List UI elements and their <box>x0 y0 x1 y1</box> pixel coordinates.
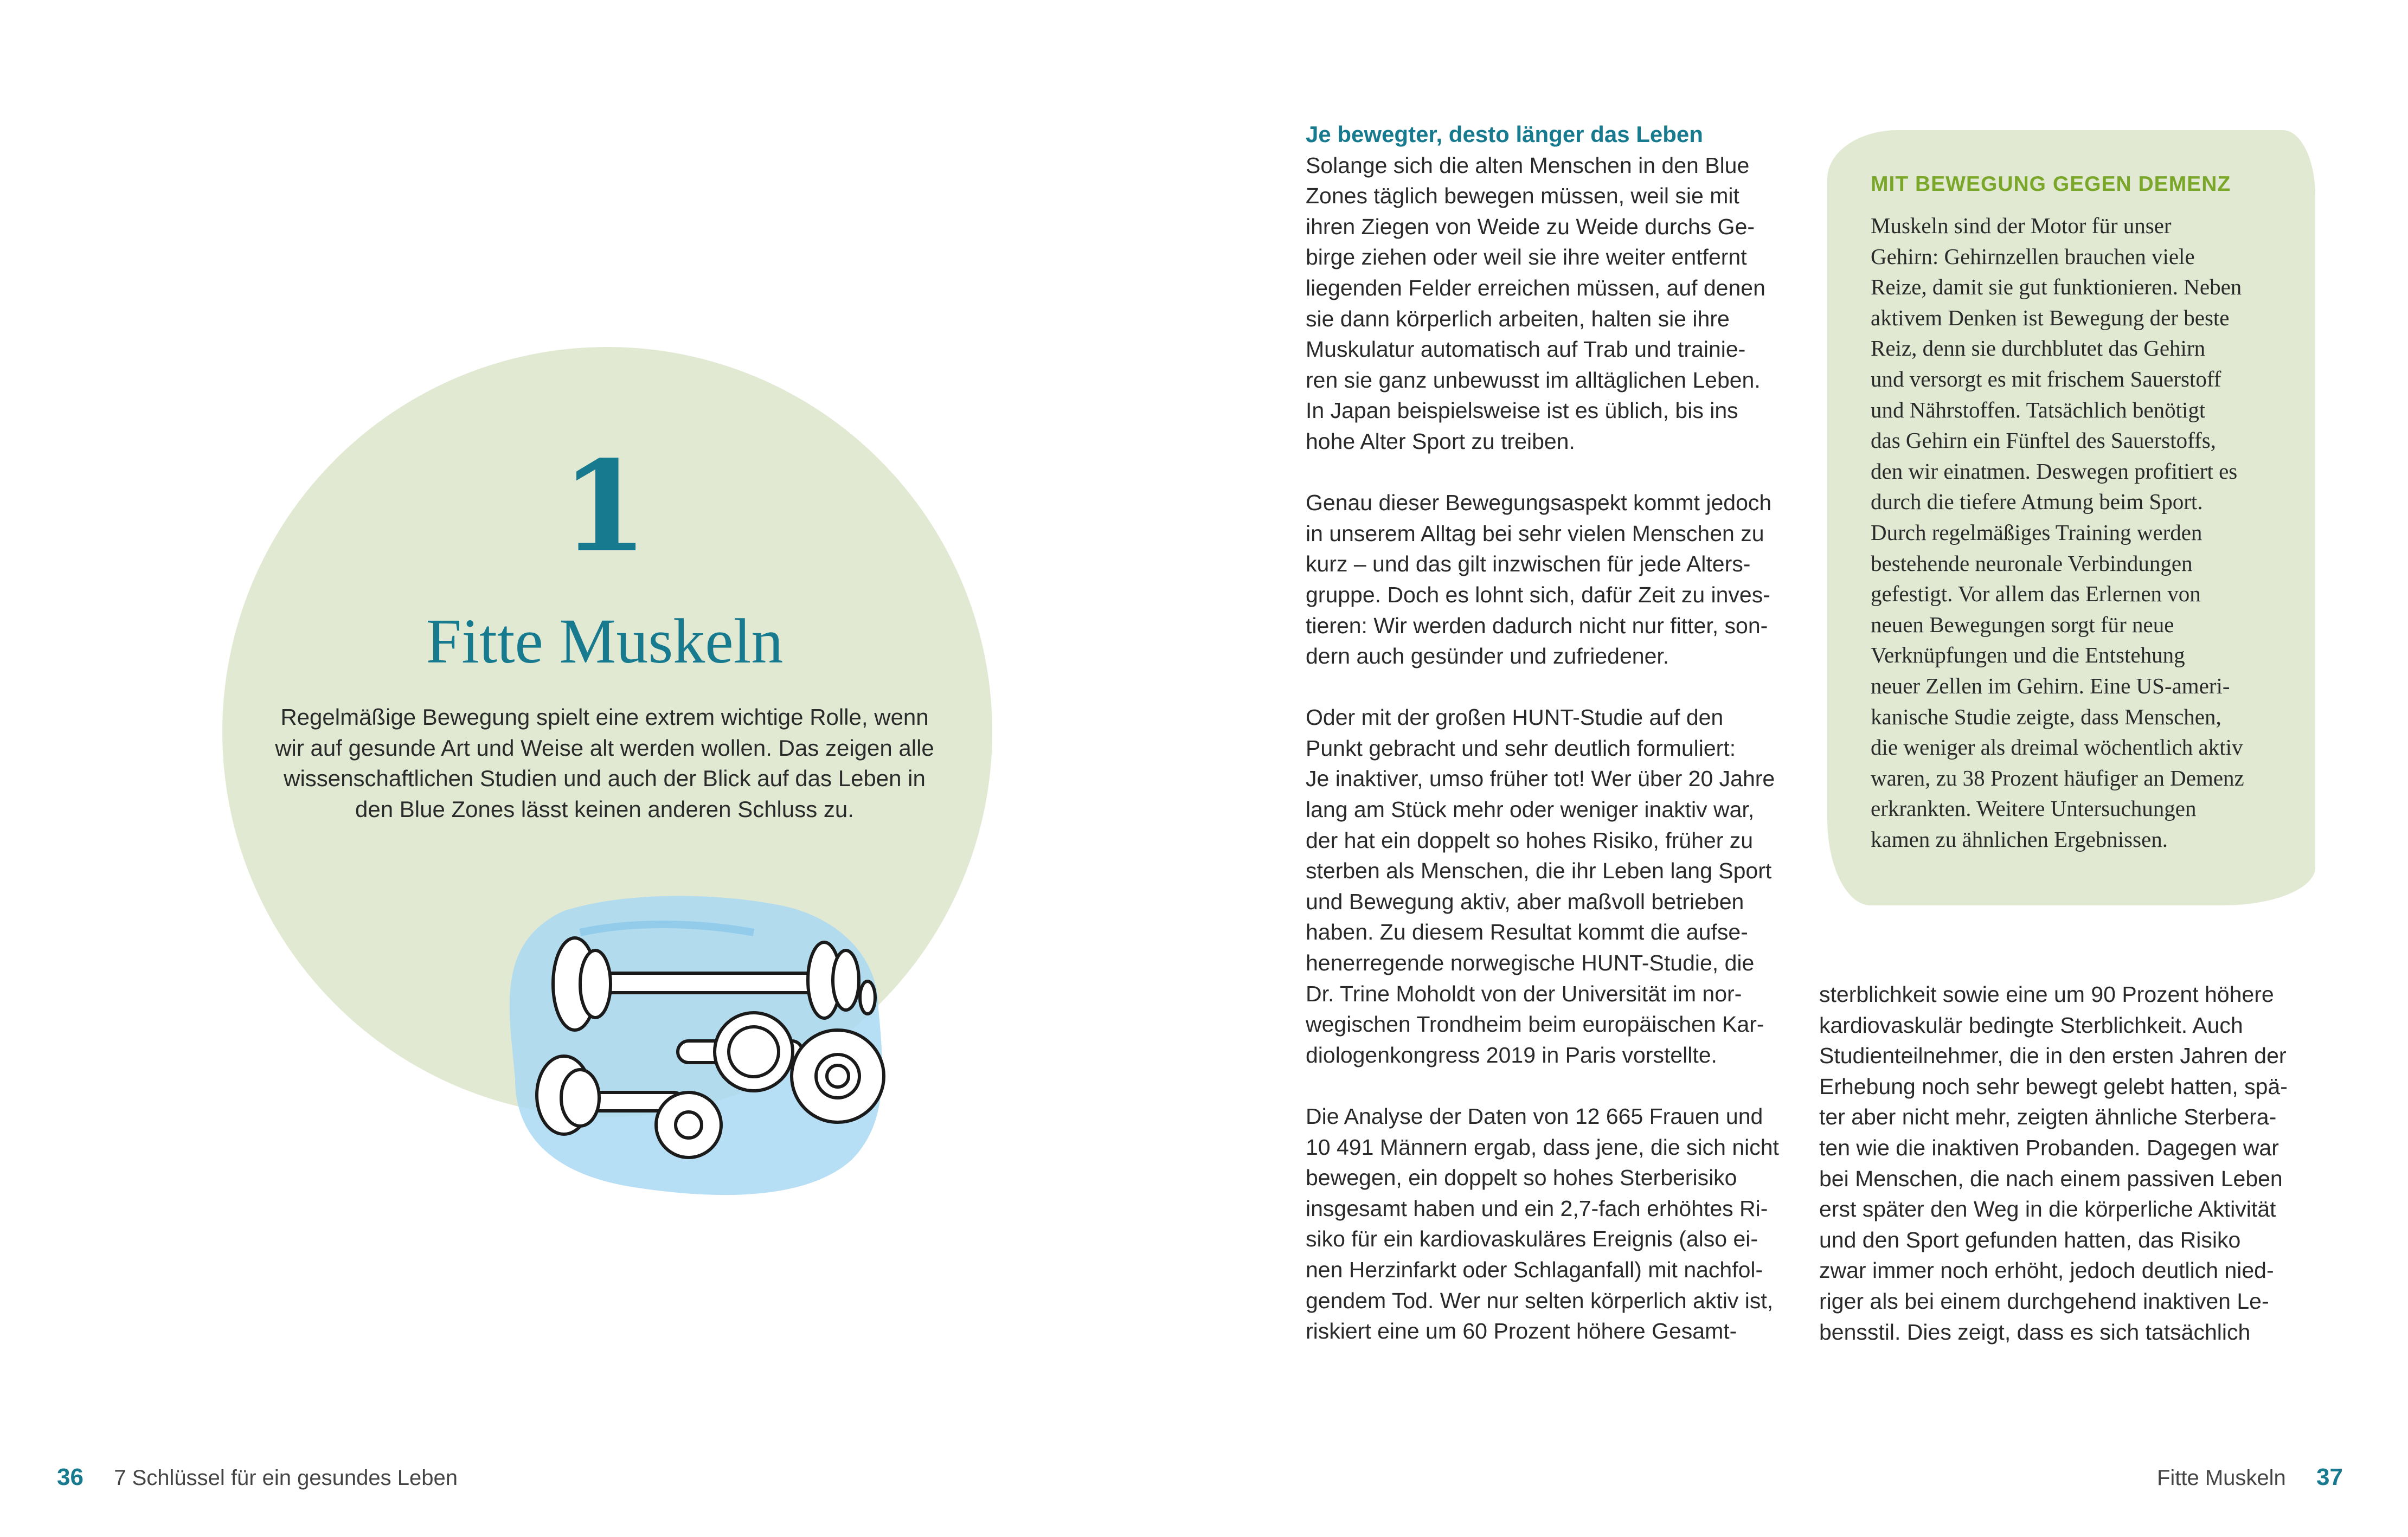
box-line: Gehirn: Gehirnzellen brauchen viele <box>1871 243 2195 269</box>
box-line: den wir einatmen. Deswegen profitiert es <box>1871 458 2238 484</box>
text-line: henerregende norwegische HUNT-Studie, die <box>1306 950 1755 976</box>
text-line: sie dann körperlich arbeiten, halten sie ihre <box>1306 306 1730 331</box>
article-heading: Je bewegter, desto länger das Leben <box>1306 121 1703 147</box>
box-line: kamen zu ähnlichen Ergebnissen. <box>1871 826 2168 852</box>
text-line: birge ziehen oder weil sie ihre weiter entfernt <box>1306 245 1747 270</box>
intro-line: wissenschaftlichen Studien und auch der Blick auf das Leben in <box>284 766 926 791</box>
left-page-number: 36 <box>57 1464 84 1490</box>
right-page-number: 37 <box>2316 1464 2343 1490</box>
text-line: tieren: Wir werden dadurch nicht nur fitter, son- <box>1306 613 1768 638</box>
text-line: liegenden Felder erreichen müssen, auf denen <box>1306 275 1765 300</box>
box-line: waren, zu 38 Prozent häufiger an Demenz <box>1871 765 2244 790</box>
dumbbells-icon <box>499 889 911 1204</box>
left-running-title: 7 Schlüssel für ein gesundes Leben <box>114 1466 458 1490</box>
info-box-text <box>1871 210 2244 854</box>
text-line: sterben als Menschen, die ihr Leben lang Sport <box>1306 858 1772 884</box>
box-line: und versorgt es mit frischem Sauerstoff <box>1871 366 2221 391</box>
text-line: siko für ein kardiovaskuläres Ereignis (also ei- <box>1306 1226 1758 1252</box>
text-line: der hat ein doppelt so hohes Risiko, früher zu <box>1306 827 1754 853</box>
intro-line: Regelmäßige Bewegung spielt eine extrem wichtige Rolle, wenn <box>280 704 929 730</box>
text-line: insgesamt haben und ein 2,7-fach erhöhtes Ri- <box>1306 1195 1768 1221</box>
text-line: bensstil. Dies zeigt, dass es sich tatsächlich <box>1819 1319 2251 1345</box>
text-line: riger als bei einem durchgehend inaktiven Le- <box>1819 1288 2269 1314</box>
box-line: Muskeln sind der Motor für unser <box>1871 213 2172 238</box>
chapter-number: 1 <box>561 434 648 580</box>
right-footer <box>2157 1464 2343 1491</box>
intro-line: den Blue Zones lässt keinen anderen Schluss zu. <box>355 796 854 822</box>
text-line: zwar immer noch erhöht, jedoch deutlich nied- <box>1819 1258 2274 1283</box>
text-line: kurz – und das gilt inzwischen für jede Alters- <box>1306 551 1751 577</box>
text-line: lang am Stück mehr oder weniger inaktiv war, <box>1306 797 1755 822</box>
text-line: bewegen, ein doppelt so hohes Sterberisiko <box>1306 1165 1737 1191</box>
text-line: ten wie die inaktiven Probanden. Dagegen war <box>1819 1135 2279 1160</box>
box-line: Reize, damit sie gut funktionieren. Neben <box>1871 274 2242 300</box>
text-line: Erhebung noch sehr bewegt gelebt hatten, spä- <box>1819 1073 2288 1099</box>
text-line: Studienteilnehmer, die in den ersten Jahren der <box>1819 1043 2287 1069</box>
box-line: gefestigt. Vor allem das Erlernen von <box>1871 581 2201 607</box>
text-line: bei Menschen, die nach einem passiven Leben <box>1819 1166 2283 1191</box>
text-line: Dr. Trine Moholdt von der Universität im nor- <box>1306 981 1742 1006</box>
chapter-intro <box>271 702 938 825</box>
info-box-title: MIT BEWEGUNG GEGEN DEMENZ <box>1871 172 2231 196</box>
text-line: Solange sich die alten Menschen in den Blue <box>1306 152 1750 178</box>
text-line: und den Sport gefunden hatten, das Risiko <box>1819 1227 2241 1252</box>
text-line: nen Herzinfarkt oder Schlaganfall) mit nachfol- <box>1306 1257 1763 1282</box>
text-line: kardiovaskulär bedingte Sterblichkeit. Auch <box>1819 1012 2243 1038</box>
box-line: das Gehirn ein Fünftel des Sauerstoffs, <box>1871 428 2216 453</box>
text-line: hohe Alter Sport zu treiben. <box>1306 428 1575 454</box>
text-line: diologenkongress 2019 in Paris vorstellte. <box>1306 1042 1717 1067</box>
text-line: dern auch gesünder und zufriedener. <box>1306 644 1669 669</box>
right-running-title: Fitte Muskeln <box>2156 1466 2286 1490</box>
box-line: kanische Studie zeigte, dass Menschen, <box>1871 704 2221 729</box>
text-line: riskiert eine um 60 Prozent höhere Gesamt- <box>1306 1319 1737 1344</box>
box-line: aktivem Denken ist Bewegung der beste <box>1871 305 2230 330</box>
box-line: erkrankten. Weitere Untersuchungen <box>1871 796 2197 821</box>
box-line: Reiz, denn sie durchblutet das Gehirn <box>1871 336 2206 361</box>
text-line: haben. Zu diesem Resultat kommt die aufse- <box>1306 919 1748 945</box>
text-line: Genau dieser Bewegungsaspekt kommt jedoch <box>1306 490 1772 516</box>
text-line: Oder mit der großen HUNT-Studie auf den <box>1306 705 1724 730</box>
text-line: gruppe. Doch es lohnt sich, dafür Zeit zu inves- <box>1306 582 1770 607</box>
article-column-2 <box>1819 979 2288 1347</box>
box-line: bestehende neuronale Verbindungen <box>1871 550 2193 576</box>
box-line: Verknüpfungen und die Entstehung <box>1871 642 2185 668</box>
text-line: wegischen Trondheim beim europäischen Kar- <box>1306 1012 1764 1037</box>
box-line: Durch regelmäßiges Training werden <box>1871 519 2202 545</box>
box-line: durch die tiefere Atmung beim Sport. <box>1871 489 2203 515</box>
text-line: Zones täglich bewegen müssen, weil sie mit <box>1306 183 1739 209</box>
text-line: Die Analyse der Daten von 12 665 Frauen und <box>1306 1104 1763 1129</box>
text-line: ren sie ganz unbewusst im alltäglichen Leben. <box>1306 367 1761 393</box>
box-line: und Nährstoffen. Tatsächlich benötigt <box>1871 397 2206 422</box>
text-line: in unserem Alltag bei sehr vielen Menschen zu <box>1306 520 1764 546</box>
text-line: erst später den Weg in die körperliche Aktivität <box>1819 1197 2276 1222</box>
text-line: ihren Ziegen von Weide zu Weide durchs Ge- <box>1306 214 1755 239</box>
intro-line: wir auf gesunde Art und Weise alt werden wollen. Das zeigen alle <box>275 735 934 761</box>
article-column-1 <box>1306 119 1779 1347</box>
text-line: und Bewegung aktiv, aber maßvoll betrieben <box>1306 889 1744 914</box>
box-line: neuen Bewegungen sorgt für neue <box>1871 612 2174 637</box>
paragraph-gap <box>1306 457 1779 488</box>
text-line: In Japan beispielsweise ist es üblich, bis ins <box>1306 398 1738 423</box>
text-line: 10 491 Männern ergab, dass jene, die sich nicht <box>1306 1134 1779 1160</box>
box-line: neuer Zellen im Gehirn. Eine US-ameri- <box>1871 673 2230 698</box>
left-footer <box>57 1464 458 1491</box>
text-line: Muskulatur automatisch auf Trab und trainie- <box>1306 337 1746 362</box>
text-line: Je inaktiver, umso früher tot! Wer über 20 Jahre <box>1306 766 1775 792</box>
text-line: sterblichkeit sowie eine um 90 Prozent höhere <box>1819 982 2274 1007</box>
box-line: die weniger als dreimal wöchentlich aktiv <box>1871 735 2243 760</box>
text-line: Punkt gebracht und sehr deutlich formuliert: <box>1306 735 1736 761</box>
text-line: gendem Tod. Wer nur selten körperlich aktiv ist, <box>1306 1288 1774 1313</box>
paragraph-gap <box>1306 672 1779 703</box>
text-line: ter aber nicht mehr, zeigten ähnliche Sterbera- <box>1819 1104 2277 1130</box>
paragraph-gap <box>1306 1070 1779 1101</box>
chapter-title: Fitte Muskeln <box>426 606 784 677</box>
